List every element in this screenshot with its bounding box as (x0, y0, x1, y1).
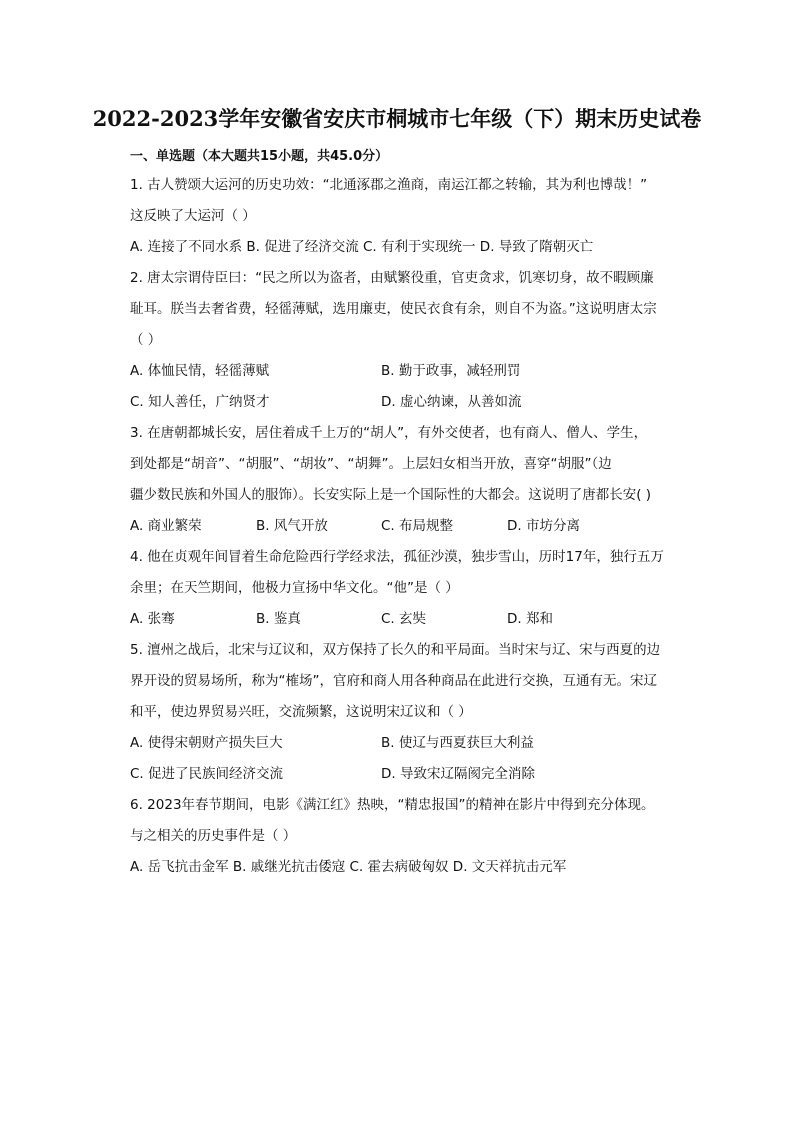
question-5-option-a: A. 使得宋朝财产损失巨大 (130, 735, 283, 751)
question-2-line-1: 2. 唐太宗谓侍臣曰：“民之所以为盗者，由赋繁役重，官吏贪求，饥寒切身，故不暇顾廉 (130, 270, 654, 286)
question-6-line-1: 6. 2023年春节期间，电影《满江红》热映，“精忠报国”的精神在影片中得到充分体现。 (130, 797, 655, 813)
question-3-line-3: 疆少数民族和外国人的服饰）。长安实际上是一个国际性的大都会。这说明了唐都长安( ) (130, 487, 652, 503)
exam-title: 2022-2023学年安徽省安庆市桐城市七年级（下）期末历史试卷 (92, 106, 702, 131)
question-2-option-a: A. 体恤民情，轻徭薄赋 (130, 363, 270, 379)
question-3-option-b: B. 风气开放 (256, 518, 328, 534)
question-2-option-c: C. 知人善任，广纳贤才 (130, 394, 270, 410)
question-2-option-b: B. 勤于政事，减轻刑罚 (381, 363, 521, 379)
question-3-option-a: A. 商业繁荣 (130, 518, 202, 534)
question-4-line-1: 4. 他在贞观年间冒着生命危险西行学经求法，孤征沙漠，独步雪山，历时17年，独行五万 (130, 549, 664, 565)
question-3-line-2: 到处都是“胡音”、“胡服”、“胡妆”、“胡舞”。上层妇女相当开放，喜穿“胡服”（边 (130, 456, 612, 472)
question-5-line-1: 5. 澶州之战后，北宋与辽议和，双方保持了长久的和平局面。当时宋与辽、宋与西夏的边 (130, 642, 661, 658)
question-2-line-3: （ ） (130, 332, 162, 348)
question-4-option-c: C. 玄奘 (381, 611, 427, 627)
question-3-option-c: C. 布局规整 (381, 518, 454, 534)
question-4-option-a: A. 张骞 (130, 611, 175, 627)
section-heading: 一、单选题（本大题共15小题，共45.0分） (130, 149, 389, 164)
question-5-line-2: 界开设的贸易场所，称为“榷场”，官府和商人用各种商品在此进行交换，互通有无。宋辽 (130, 673, 657, 689)
question-5-option-c: C. 促进了民族间经济交流 (130, 766, 284, 782)
question-2-line-2: 耻耳。朕当去奢省费，轻徭薄赋，选用廉吏，使民衣食有余，则自不为盗。”这说明唐太宗 (130, 301, 657, 317)
question-3-option-d: D. 市坊分离 (507, 518, 580, 534)
question-5-option-b: B. 使辽与西夏获巨大利益 (381, 735, 534, 751)
question-6-options: A. 岳飞抗击金军 B. 戚继光抗击倭寇 C. 霍去病破匈奴 D. 文天祥抗击元军 (130, 859, 567, 875)
question-5-line-3: 和平，使边界贸易兴旺，交流频繁，这说明宋辽议和（ ） (130, 704, 472, 720)
question-4-option-d: D. 郑和 (507, 611, 553, 627)
question-4-line-2: 余里；在天竺期间，他极力宣扬中华文化。“他”是（ ） (130, 580, 459, 596)
question-4-option-b: B. 鉴真 (256, 611, 301, 627)
question-6-line-2: 与之相关的历史事件是（ ） (130, 828, 297, 844)
question-2-option-d: D. 虚心纳谏，从善如流 (381, 394, 522, 410)
question-1-line-2: 这反映了大运河（ ） (130, 208, 256, 224)
question-3-line-1: 3. 在唐朝都城长安，居住着成千上万的“胡人”，有外交使者，也有商人、僧人、学生， (130, 425, 648, 441)
question-1-line-1: 1. 古人赞颂大运河的历史功效：“北通涿郡之渔商，南运江都之转输，其为利也博哉！” (130, 177, 648, 193)
question-1-options: A. 连接了不同水系 B. 促进了经济交流 C. 有利于实现统一 D. 导致了隋朝灭亡 (130, 239, 594, 255)
question-5-option-d: D. 导致宋辽隔阂完全消除 (381, 766, 535, 782)
